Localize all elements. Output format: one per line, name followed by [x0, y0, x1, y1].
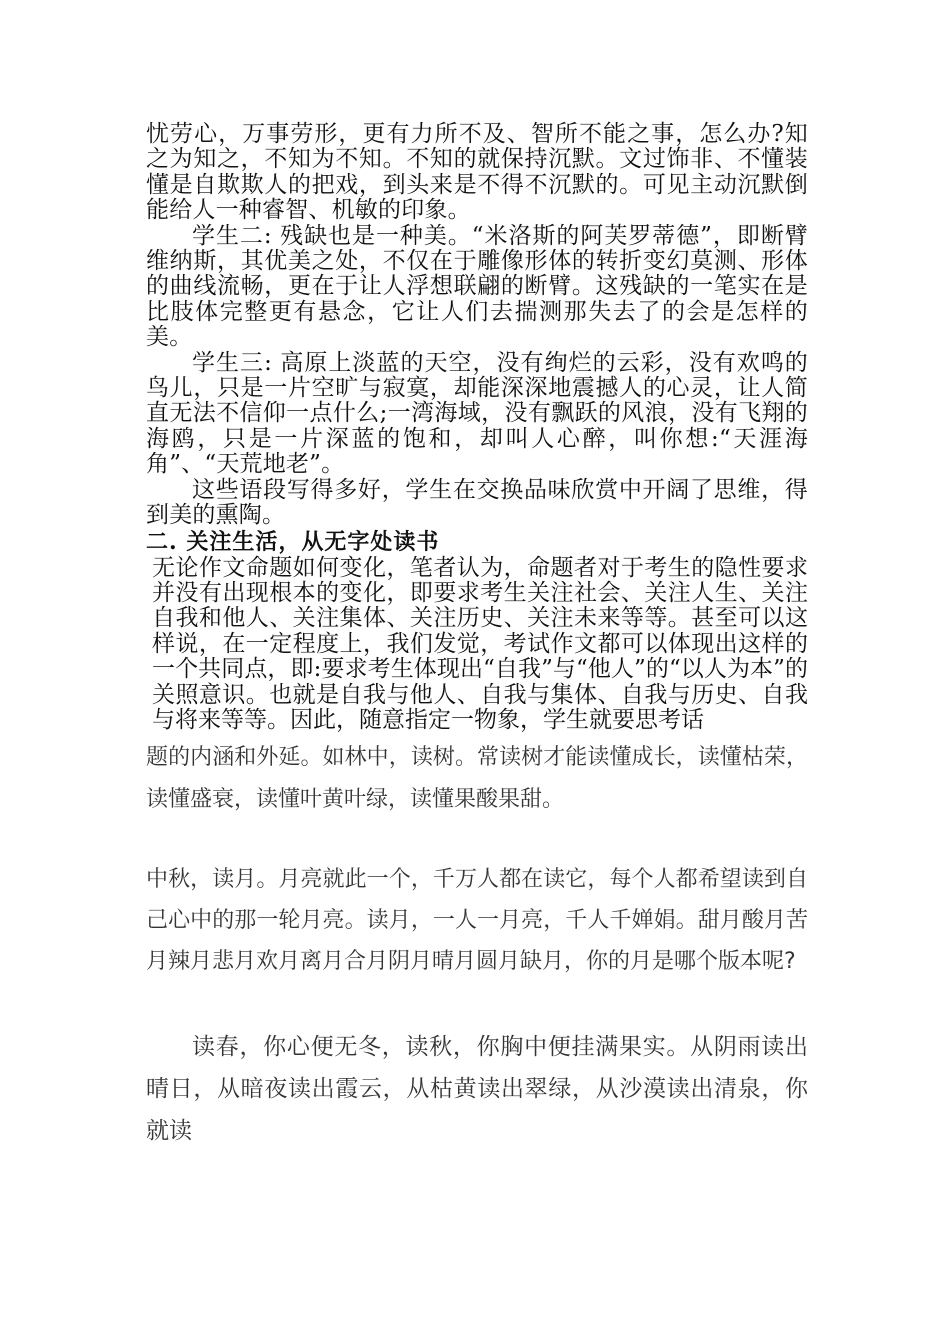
- section-heading: 二. 关注生活，从无字处读书: [146, 528, 440, 555]
- section-1-body: [146, 122, 808, 529]
- paragraph-student-two: 学生二: 残缺也是一种美。“米洛斯的阿芙罗蒂德”，即断臂维纳斯，其优美之处，不仅在于雕像形体的转折变幻莫测、形体的曲线流畅，更在于让人浮想联翩的断臂。这残缺的一笔实在是比肢体完整更有悬念，它让人们去揣测那失去了的会是怎样的美。: [146, 222, 808, 351]
- paragraph-student-three: 学生三: 高原上淡蓝的天空，没有绚烂的云彩，没有欢鸣的鸟儿，只是一片空旷与寂寞，却能深深地震撼人的心灵，让人简直无法不信仰一点什么;一湾海域，没有飘跃的风浪，没有飞翔的海鸥，只是一片深蓝的饱和，却叫人心醉，叫你想:“天涯海角”、“天荒地老”。: [146, 349, 808, 478]
- paragraph-read-tree: 题的内涵和外延。如林中，读树。常读树才能读懂成长，读懂枯荣，读懂盛衰，读懂叶黄叶绿，读懂果酸果甜。: [146, 745, 808, 813]
- paragraph-read-seasons: 读春，你心便无冬，读秋，你胸中便挂满果实。从阴雨读出晴日，从暗夜读出霞云，从枯黄读出翠绿，从沙漠读出清泉，你就读: [146, 1034, 808, 1145]
- paragraph-read-moon: 中秋，读月。月亮就此一个，千万人都在读它，每个人都希望读到自己心中的那一轮月亮。读月，一人一月亮，千人千婵娟。甜月酸月苦月辣月悲月欢月离月合月阴月晴月圆月缺月，你的月是哪个版本呢?: [146, 867, 808, 975]
- paragraph-summary: 这些语段写得多好，学生在交换品味欣赏中开阔了思维，得到美的熏陶。: [146, 476, 808, 529]
- paragraph-exam-theme: 无论作文命题如何变化，笔者认为，命题者对于考生的隐性要求并没有出现根本的变化，即要求考生关注社会、关注人生、关注自我和他人、关注集体、关注历史、关注未来等等。甚至可以这样说，在一定程度上，我们发觉，考试作文都可以体现出这样的一个共同点，即:要求考生体现出“自我”与“他人”的“以人为本”的关照意识。也就是自我与他人、自我与集体、自我与历史、自我与将来等等。因此，随意指定一物象，学生就要思考话: [152, 554, 808, 733]
- paragraph-silence: 忧劳心，万事劳形，更有力所不及、智所不能之事，怎么办?知之为知之，不知为不知。不知的就保持沉默。文过饰非、不懂装懂是自欺欺人的把戏，到头来是不得不沉默的。可见主动沉默倒能给人一种睿智、机敏的印象。: [146, 121, 808, 224]
- document-page: [146, 122, 808, 1152]
